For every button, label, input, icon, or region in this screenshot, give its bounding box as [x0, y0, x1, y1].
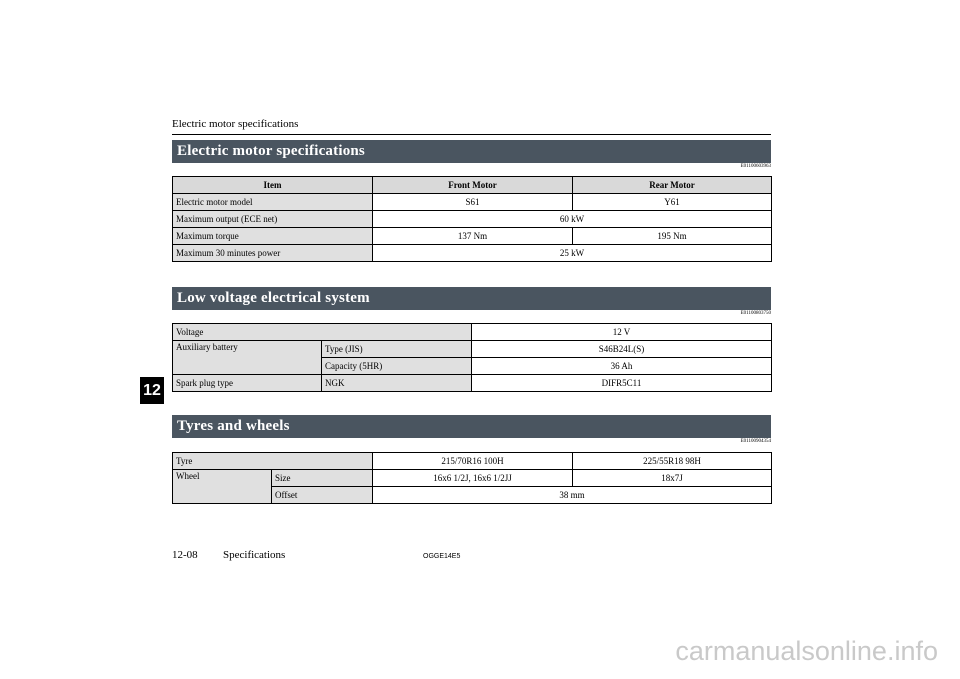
battery-capacity-value: 36 Ah [472, 358, 772, 375]
voltage-value: 12 V [472, 324, 772, 341]
header-rule [172, 134, 771, 135]
rear-value: 195 Nm [573, 228, 772, 245]
voltage-label: Voltage [173, 324, 472, 341]
page-number: 12-08 [172, 549, 198, 561]
front-value: S61 [373, 194, 573, 211]
spark-plug-value: DIFR5C11 [472, 375, 772, 392]
footer-section-name: Specifications [223, 549, 286, 561]
table-row [173, 341, 772, 358]
section-title-tyres: Tyres and wheels [172, 415, 771, 438]
spark-plug-brand: NGK [322, 375, 472, 392]
battery-type-label: Type (JIS) [322, 341, 472, 358]
section-title-low-voltage: Low voltage electrical system [172, 287, 771, 310]
column-header-rear-motor: Rear Motor [573, 177, 772, 194]
row-label: Maximum torque [173, 228, 373, 245]
spark-plug-label: Spark plug type [173, 375, 322, 392]
footer-code: OGGE14E5 [423, 553, 461, 560]
chapter-tab: 12 [140, 377, 164, 404]
tyres-spec-table [172, 452, 772, 504]
table-row [173, 211, 772, 228]
column-header-item: Item [173, 177, 373, 194]
table-row [173, 453, 772, 470]
table-row [173, 245, 772, 262]
watermark: carmanualsonline.info [675, 636, 938, 666]
tyre-front-value: 215/70R16 100H [373, 453, 573, 470]
section-title-motor: Electric motor specifications [172, 140, 771, 163]
motor-spec-table [172, 176, 772, 262]
wheel-size-label: Size [272, 470, 373, 487]
tyre-label: Tyre [173, 453, 373, 470]
wheel-size-rear: 18x7J [573, 470, 772, 487]
section-code-low-voltage: E01100803750 [740, 311, 771, 316]
tyre-rear-value: 225/55R18 98H [573, 453, 772, 470]
front-value: 137 Nm [373, 228, 573, 245]
row-label: Electric motor model [173, 194, 373, 211]
table-row [173, 375, 772, 392]
table-header-row [173, 177, 772, 194]
wheel-offset-value: 38 mm [373, 487, 772, 504]
table-row [173, 228, 772, 245]
wheel-offset-label: Offset [272, 487, 373, 504]
running-header: Electric motor specifications [172, 118, 299, 130]
row-label: Maximum 30 minutes power [173, 245, 373, 262]
section-code-motor: E01100603963 [740, 164, 771, 169]
wheel-size-front: 16x6 1/2J, 16x6 1/2JJ [373, 470, 573, 487]
shared-value: 60 kW [373, 211, 772, 228]
low-voltage-spec-table [172, 323, 772, 392]
battery-capacity-label: Capacity (5HR) [322, 358, 472, 375]
column-header-front-motor: Front Motor [373, 177, 573, 194]
table-row [173, 470, 772, 487]
battery-type-value: S46B24L(S) [472, 341, 772, 358]
section-code-tyres: E01100904354 [740, 439, 771, 444]
auxiliary-battery-label: Auxiliary battery [173, 341, 322, 375]
table-row [173, 194, 772, 211]
rear-value: Y61 [573, 194, 772, 211]
row-label: Maximum output (ECE net) [173, 211, 373, 228]
table-row [173, 324, 772, 341]
shared-value: 25 kW [373, 245, 772, 262]
wheel-label: Wheel [173, 470, 272, 504]
